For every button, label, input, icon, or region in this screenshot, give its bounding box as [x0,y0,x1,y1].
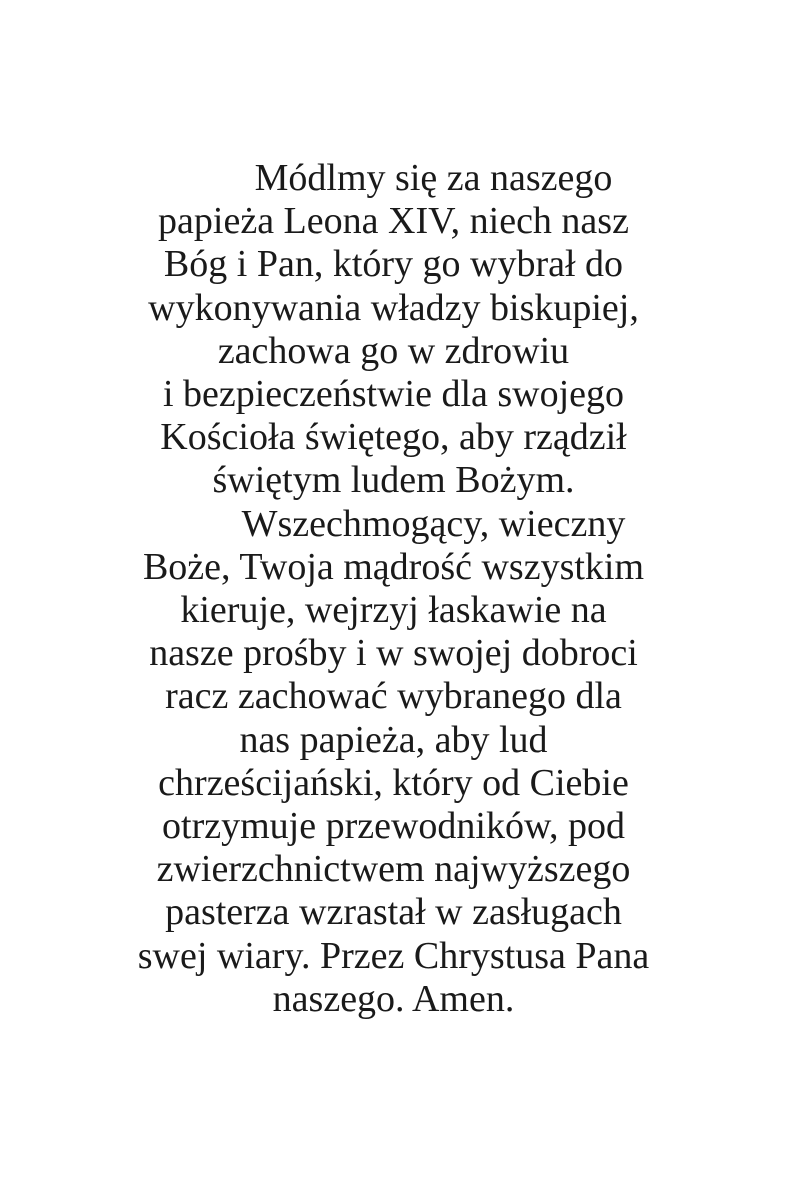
prayer-line: nasze prośby i w swojej dobroci [149,632,638,675]
prayer-line: Boże, Twoja mądrość wszystkim [142,545,645,588]
prayer-line: swej wiary. Przez Chrystusa Pana [137,934,650,977]
prayer-line: nas papieża, aby lud [239,718,548,761]
prayer-line: chrześcijański, który od Ciebie [158,761,629,804]
prayer-text [96,157,691,1021]
prayer-line: Bóg i Pan, który go wybrał do [163,243,624,286]
prayer-line: otrzymuje przewodników, pod [162,805,625,848]
prayer-line: zwierzchnictwem najwyższego [156,848,631,891]
prayer-line: kieruje, wejrzyj łaskawie na [180,589,607,632]
prayer-line: świętym ludem Bożym. [212,459,575,502]
prayer-line: papieża Leona XIV, niech nasz [158,200,629,243]
prayer-line: Módlmy się za naszego [254,157,613,199]
prayer-line: pasterza wzrastał w zasługach [165,891,622,934]
prayer-line: Kościoła świętego, aby rządził [160,416,627,459]
prayer-line: Wszechmogący, wieczny [241,502,626,545]
prayer-line: naszego. Amen. [272,977,515,1020]
prayer-line: racz zachować wybranego dla [165,675,622,718]
prayer-line: wykonywania władzy biskupiej, [148,286,639,329]
prayer-line: i bezpieczeństwie dla swojego [162,373,625,416]
prayer-line: zachowa go w zdrowiu [217,329,570,372]
